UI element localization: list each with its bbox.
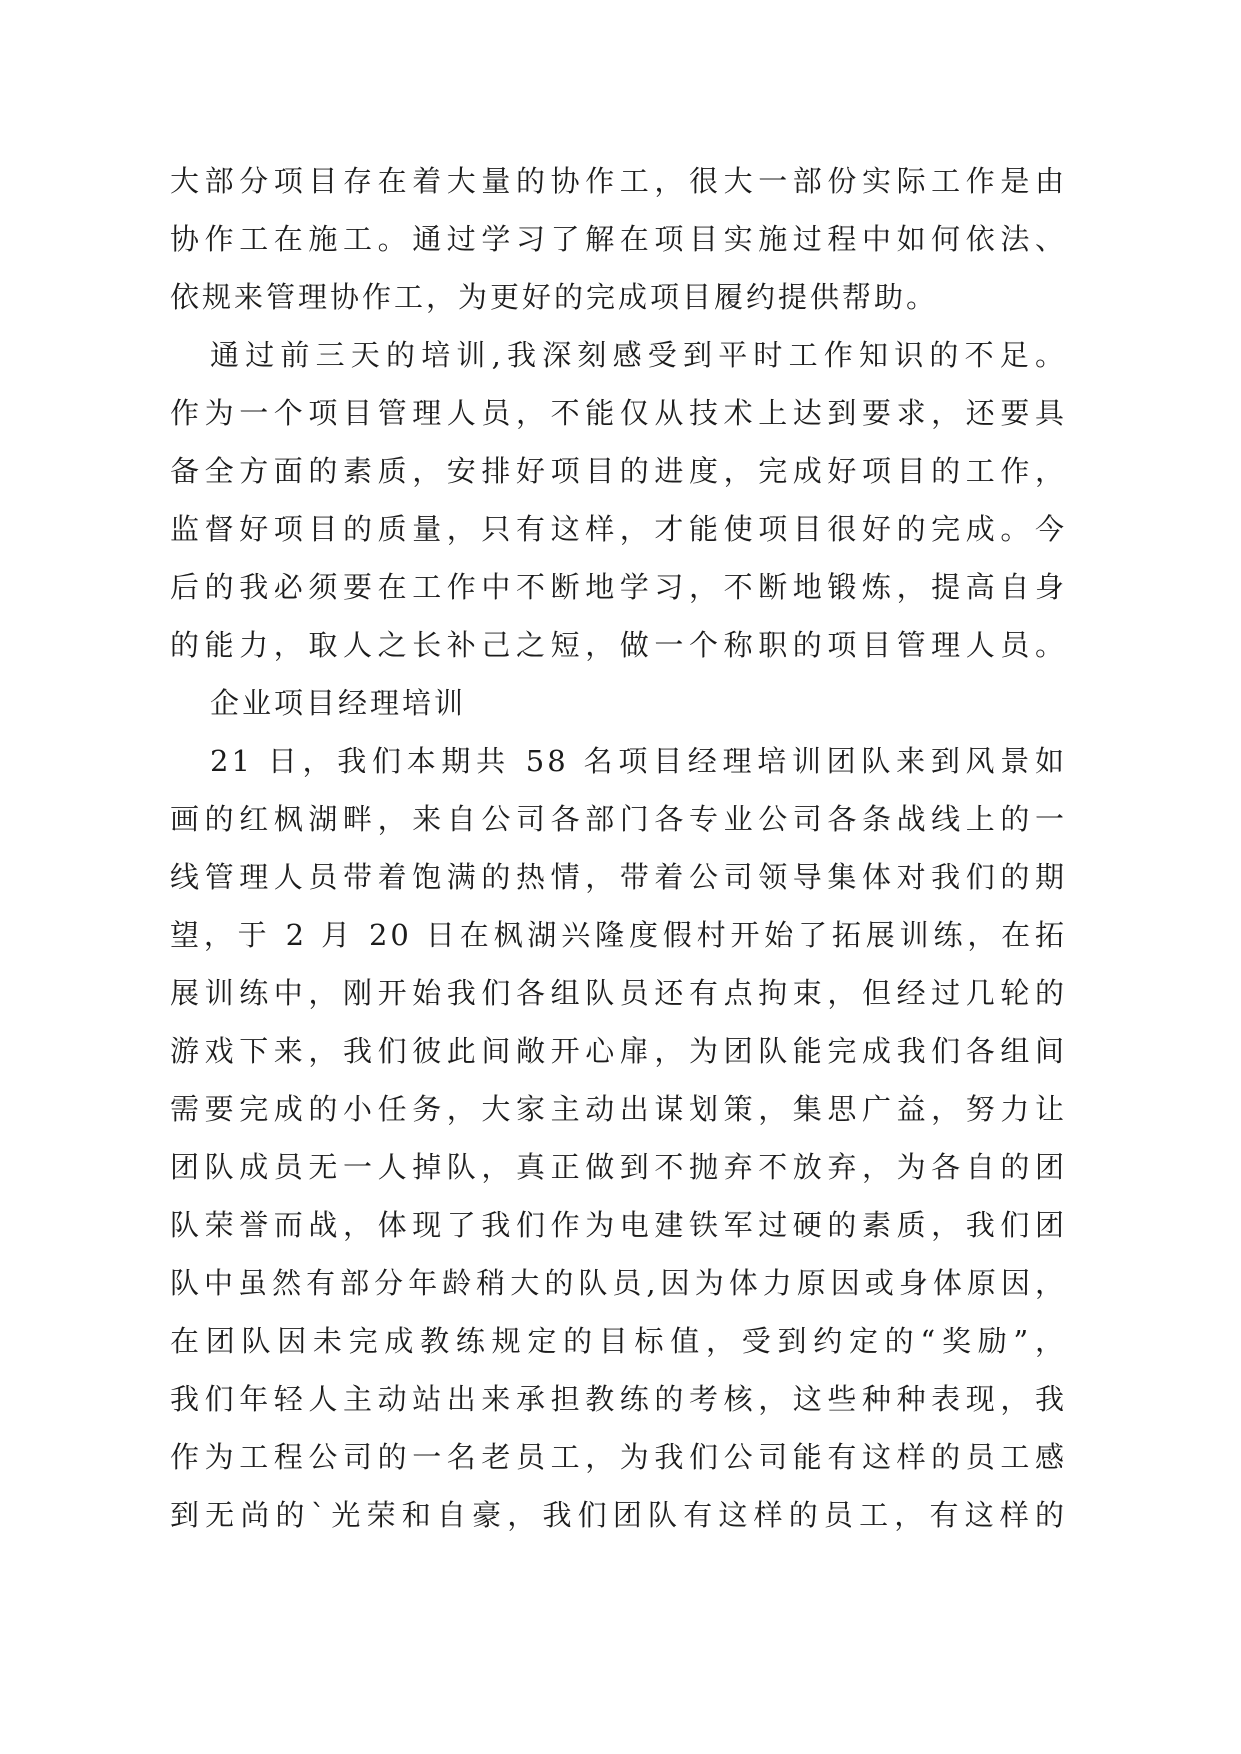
text-line: 线管理人员带着饱满的热情，带着公司领导集体对我们的期 bbox=[170, 860, 1067, 894]
text-line: 依规来管理协作工，为更好的完成项目履约提供帮助。 bbox=[170, 280, 939, 314]
text-line: 后的我必须要在工作中不断地学习，不断地锻炼，提高自身 bbox=[170, 570, 1067, 604]
text-line: 在团队因未完成教练规定的目标值，受到约定的“奖励”， bbox=[170, 1324, 1067, 1358]
text-line: 大部分项目存在着大量的协作工，很大一部份实际工作是由 bbox=[170, 164, 1067, 198]
text-line: 作为一个项目管理人员，不能仅从技术上达到要求，还要具 bbox=[170, 396, 1067, 430]
text-line: 作为工程公司的一名老员工，为我们公司能有这样的员工感 bbox=[170, 1440, 1067, 1474]
text-line: 的能力，取人之长补己之短，做一个称职的项目管理人员。 bbox=[170, 628, 1067, 662]
text-line: 展训练中，刚开始我们各组队员还有点拘束，但经过几轮的 bbox=[170, 976, 1067, 1010]
text-line: 游戏下来，我们彼此间敞开心扉，为团队能完成我们各组间 bbox=[170, 1034, 1067, 1068]
text-line: 需要完成的小任务，大家主动出谋划策，集思广益，努力让 bbox=[170, 1092, 1067, 1126]
text-line: 监督好项目的质量，只有这样，才能使项目很好的完成。今 bbox=[170, 512, 1067, 546]
text-line: 协作工在施工。通过学习了解在项目实施过程中如何依法、 bbox=[170, 222, 1067, 256]
text-line: 队荣誉而战，体现了我们作为电建铁军过硬的素质，我们团 bbox=[170, 1208, 1067, 1242]
text-line: 通过前三天的培训,我深刻感受到平时工作知识的不足。 bbox=[210, 338, 1067, 372]
text-line: 到无尚的`光荣和自豪，我们团队有这样的员工，有这样的 bbox=[170, 1498, 1067, 1532]
text-line: 企业项目经理培训 bbox=[210, 686, 467, 720]
text-block bbox=[170, 152, 1067, 1544]
text-line: 团队成员无一人掉队，真正做到不抛弃不放弃，为各自的团 bbox=[170, 1150, 1067, 1184]
text-line: 我们年轻人主动站出来承担教练的考核，这些种种表现，我 bbox=[170, 1382, 1067, 1416]
text-line: 备全方面的素质，安排好项目的进度，完成好项目的工作， bbox=[170, 454, 1067, 488]
text-line: 队中虽然有部分年龄稍大的队员,因为体力原因或身体原因， bbox=[170, 1266, 1067, 1300]
text-line: 望，于 2 月 20 日在枫湖兴隆度假村开始了拓展训练，在拓 bbox=[170, 918, 1067, 952]
text-line: 21 日，我们本期共 58 名项目经理培训团队来到风景如 bbox=[210, 744, 1067, 778]
text-line: 画的红枫湖畔，来自公司各部门各专业公司各条战线上的一 bbox=[170, 802, 1067, 836]
